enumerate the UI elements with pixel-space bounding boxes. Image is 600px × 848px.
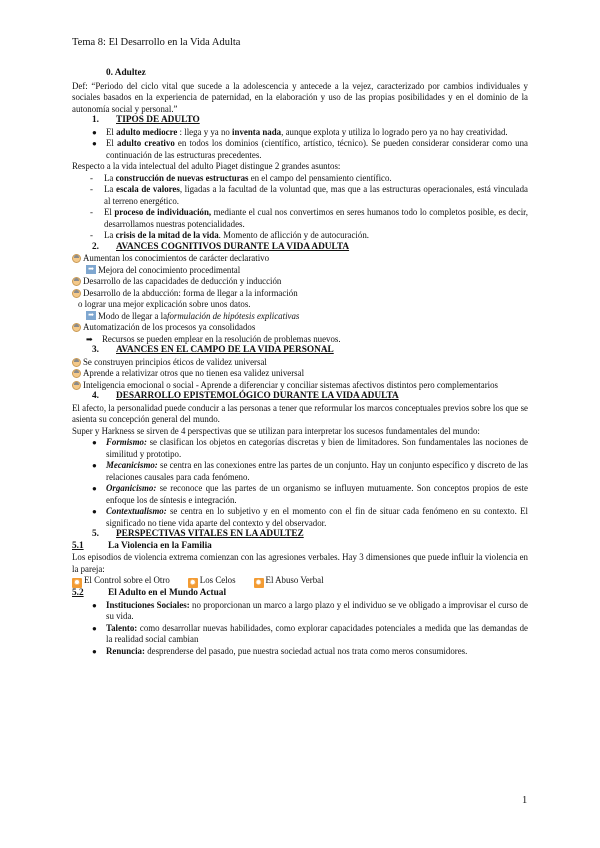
- bullet-icon: ●: [92, 127, 97, 137]
- list-item: ● Renuncia: desprenderse del pasado, pue nuestra sociedad actual nos trata como meros consumidores.: [92, 645, 468, 656]
- subsection-5-2-heading: 5.2 El Adulto en el Mundo Actual: [72, 588, 227, 598]
- piaget-intro: Respecto a la vida intelectual del adulto Piaget distingue 2 grandes asuntos:: [72, 161, 341, 171]
- subsection-5-1-heading: 5.1 La Violencia en la Familia: [72, 540, 212, 551]
- dash-item: - El proceso de individuación, mediante el cual nos convertimos en seres humanos todo lo completos posible, es decir, desarrollamos nuestras potencialidades.: [90, 207, 529, 229]
- face-emoji-icon: [72, 381, 81, 390]
- list-item: ● Contextualismo: se centra en lo subjetivo y en el momento con el fin de situar cada fenómeno en su contexto. El significado no tiene vida aparte del contexto y del observador.: [92, 506, 528, 528]
- section-5-heading: 5. PERSPECTIVAS VITALES EN LA ADULTEZ: [92, 529, 304, 539]
- bullet-icon: ●: [92, 438, 97, 447]
- face-emoji-icon: [72, 277, 81, 286]
- face-emoji-icon: [72, 358, 81, 367]
- section-2-heading: 2. AVANCES COGNITIVOS DURANTE LA VIDA ADULTA: [92, 241, 350, 252]
- face-emoji-icon: [72, 289, 81, 298]
- list-item: ● Formismo: se clasifican los objetos en categorías discretas y bien de limitadores. Son fundamentales las nociones de similitud y prototipo.: [92, 437, 528, 459]
- list-item: ● Mecanicismo: se centra en las conexiones entre las partes de un conjunto. Hay un conjunto específico y discreto de las relaciones causales para cada fenómeno.: [92, 460, 528, 482]
- bullet-icon: ●: [92, 646, 97, 656]
- bullet-icon: ●: [92, 461, 97, 470]
- list-item: ● El adulto creativo en todos los dominios (científico, artístico, técnico). Se pueden considerar considerar como una continuación de las estructuras precedentes.: [92, 138, 528, 160]
- arrow-right-icon: ➡: [86, 265, 96, 274]
- dash-item: - La crisis de la mitad de la vida. Momento de aflicción y de autocuración.: [90, 230, 369, 240]
- list-item: ● El adulto mediocre : llega y ya no inventa nada, aunque explota y utiliza lo logrado pero ya no hay creatividad.: [92, 126, 508, 137]
- section-4-heading: 4. DESARROLLO EPISTEMOLÓGICO DURANTE LA VIDA ADULTA: [92, 391, 399, 401]
- dash-item: - La construcción de nuevas estructuras en el campo del pensamiento científico.: [90, 172, 392, 183]
- bullet-icon: ●: [92, 139, 97, 148]
- list-item: ● Instituciones Sociales: no proporcionan un marco a largo plazo y el individuo se ve obligado a improvisar el curso de su vida.: [92, 599, 528, 621]
- list-item: ● Organicismo: se reconoce que las partes de un organismo se influyen mutuamente. Son conceptos propios de este enfoque los de síntesis e integración.: [92, 483, 528, 505]
- bullet-icon: ●: [92, 484, 97, 493]
- violence-dimensions: ✹ El Control sobre el Otro ✹ Los Celos ✹ El Abuso Verbal: [73, 575, 324, 587]
- bullet-icon: ●: [92, 600, 97, 610]
- document-body: 0. Adultez Def: “Periodo del ciclo vital que sucede a la adolescencia y antecede a la vejez, caracterizado por cambios individuales y sociales basados en la experiencia de paternidad, en la elaboración y uso de las propias posibilidades y en el dominio de la autonomía social y personal.” 1. TIPOS DE ADULTO ● El adulto mediocre : llega y ya no inventa nada, aunque explota y utiliza lo logrado pero ya no hay creatividad. ● El adulto creativo en todos los dominios (científico, artístico, técnico). Se pueden considerar considerar como una continuación de las estructuras precedentes. Respecto a la vida intelectual del adulto Piaget distingue 2 grandes asuntos: - La construcción de nuevas estructuras en el campo del pensamiento científico. - La escala de valores, ligadas a la facultad de la voluntad que, mas que a las estructuras operacionales, está vinculada al terreno energético. - El proceso de individuación, mediante el cual nos convertimos en seres humanos todo lo completos posible, es decir, desarrollamos nuestras potencialidades. - La crisis de la mitad de la vida. Momento de aflicción y de autocuración. 2. AVANCES COGNITIVOS DURANTE LA VIDA ADULTA Aumentan los conocimientos de carácter declarativo ➡ Mejora del conocimiento procedimental Desarrollo de las capacidades de deducción y inducción Desarrollo de la abducción: forma de llegar a la información o lograr una mejor explicación sobre unos datos. ➡ Modo de llegar a la formulación de hipótesis explicativas Automatización de los procesos ya consolidados ➡ Recursos se pueden emplear en la resolución de problemas nuevos. 3. AVANCES EN EL CAMPO DE LA VIDA PERSONAL Se construyen principios éticos de validez universal Aprende a relativizar otros que no tienen esa validez universal Inteligencia emocional o social - Aprende a diferenciar y conciliar sistemas afectivos distintos pero complementarios 4. DESARROLLO EPISTEMOLÓGICO DURANTE LA VIDA ADULTA El afecto, la personalidad puede conducir a las personas a tener que reformular los marcos conceptuales previos sobre los que se asienta su concepción general del mundo. Super y Harkness se sirven de 4 perspectivas que se utilizan para interpretar los sucesos fundamentales del mundo: ● Formismo: se clasifican los objetos en categorías discretas y bien de limitadores. Son fundamentales las nociones de similitud y prototipo. ● Mecanicismo: se centra en las conexiones entre las partes de un conjunto. Hay un conjunto específico y discreto de las relaciones causales para cada fenómeno. ● Organicismo: se reconoce que las partes de un organismo se influyen mutuamente. Son conceptos propios de este enfoque los de síntesis e integración. ● Contextualismo: se centra en lo subjetivo y en el momento con el fin de situar cada fenómeno en su contexto. El significado no tiene vida aparte del contexto y del observador. 5. PERSPECTIVAS VITALES EN LA ADULTEZ 5.1 La Violencia en la Familia Los episodios de violencia extrema comienzan con las agresiones verbales. Hay 3 dimensiones que puede influir la violencia en la pareja: ✹ El Control sobre el Otro ✹ Los Celos ✹ El Abuso Verbal 5.2 El Adulto en el Mundo Actual ● Instituciones Sociales: no proporcionan un marco a largo plazo y el individuo se ve obligado a improvisar el curso de su vida. ● Talento: como desarrollar nuevas habilidades, como explorar capacidades potenciales a medida que las demandas de la realidad social cambian ● Renuncia: desprenderse del pasado, pue nuestra sociedad actual nos trata como meros consumidores.: [72, 68, 529, 656]
- dash-item: - La escala de valores, ligadas a la facultad de la voluntad que, mas que a las estructuras operacionales, está vinculada al terreno energético.: [90, 184, 528, 206]
- list-item: ● Talento: como desarrollar nuevas habilidades, como explorar capacidades potenciales a medida que las demandas de la realidad social cambian: [92, 622, 528, 644]
- section-1-heading: 1. TIPOS DE ADULTO: [92, 115, 200, 125]
- face-emoji-icon: [72, 323, 81, 332]
- face-emoji-icon: [72, 369, 81, 378]
- bullet-icon: ●: [92, 623, 97, 633]
- section-0-title: 0. Adultez: [106, 68, 146, 78]
- definition-paragraph: Def: “Periodo del ciclo vital que sucede a la adolescencia y antecede a la vejez, caracterizado por cambios individuales y sociales basados en la experiencia de paternidad, en la elaboración y uso de las propias posibilidades y en el dominio de la autonomía social y personal.”: [72, 80, 528, 114]
- page-header: Tema 8: El Desarrollo en la Vida Adulta: [72, 37, 241, 48]
- page-number: 1: [522, 795, 528, 806]
- star-icon: ✹: [73, 578, 81, 587]
- face-emoji-icon: [72, 254, 81, 263]
- arrow-right-icon: ➡: [86, 311, 96, 320]
- bullet-icon: ●: [92, 507, 97, 516]
- star-icon: ✹: [189, 578, 197, 587]
- arrow-right-icon: ➡: [86, 334, 93, 344]
- star-icon: ✹: [255, 578, 262, 587]
- section-3-heading: 3. AVANCES EN EL CAMPO DE LA VIDA PERSONAL: [92, 345, 334, 355]
